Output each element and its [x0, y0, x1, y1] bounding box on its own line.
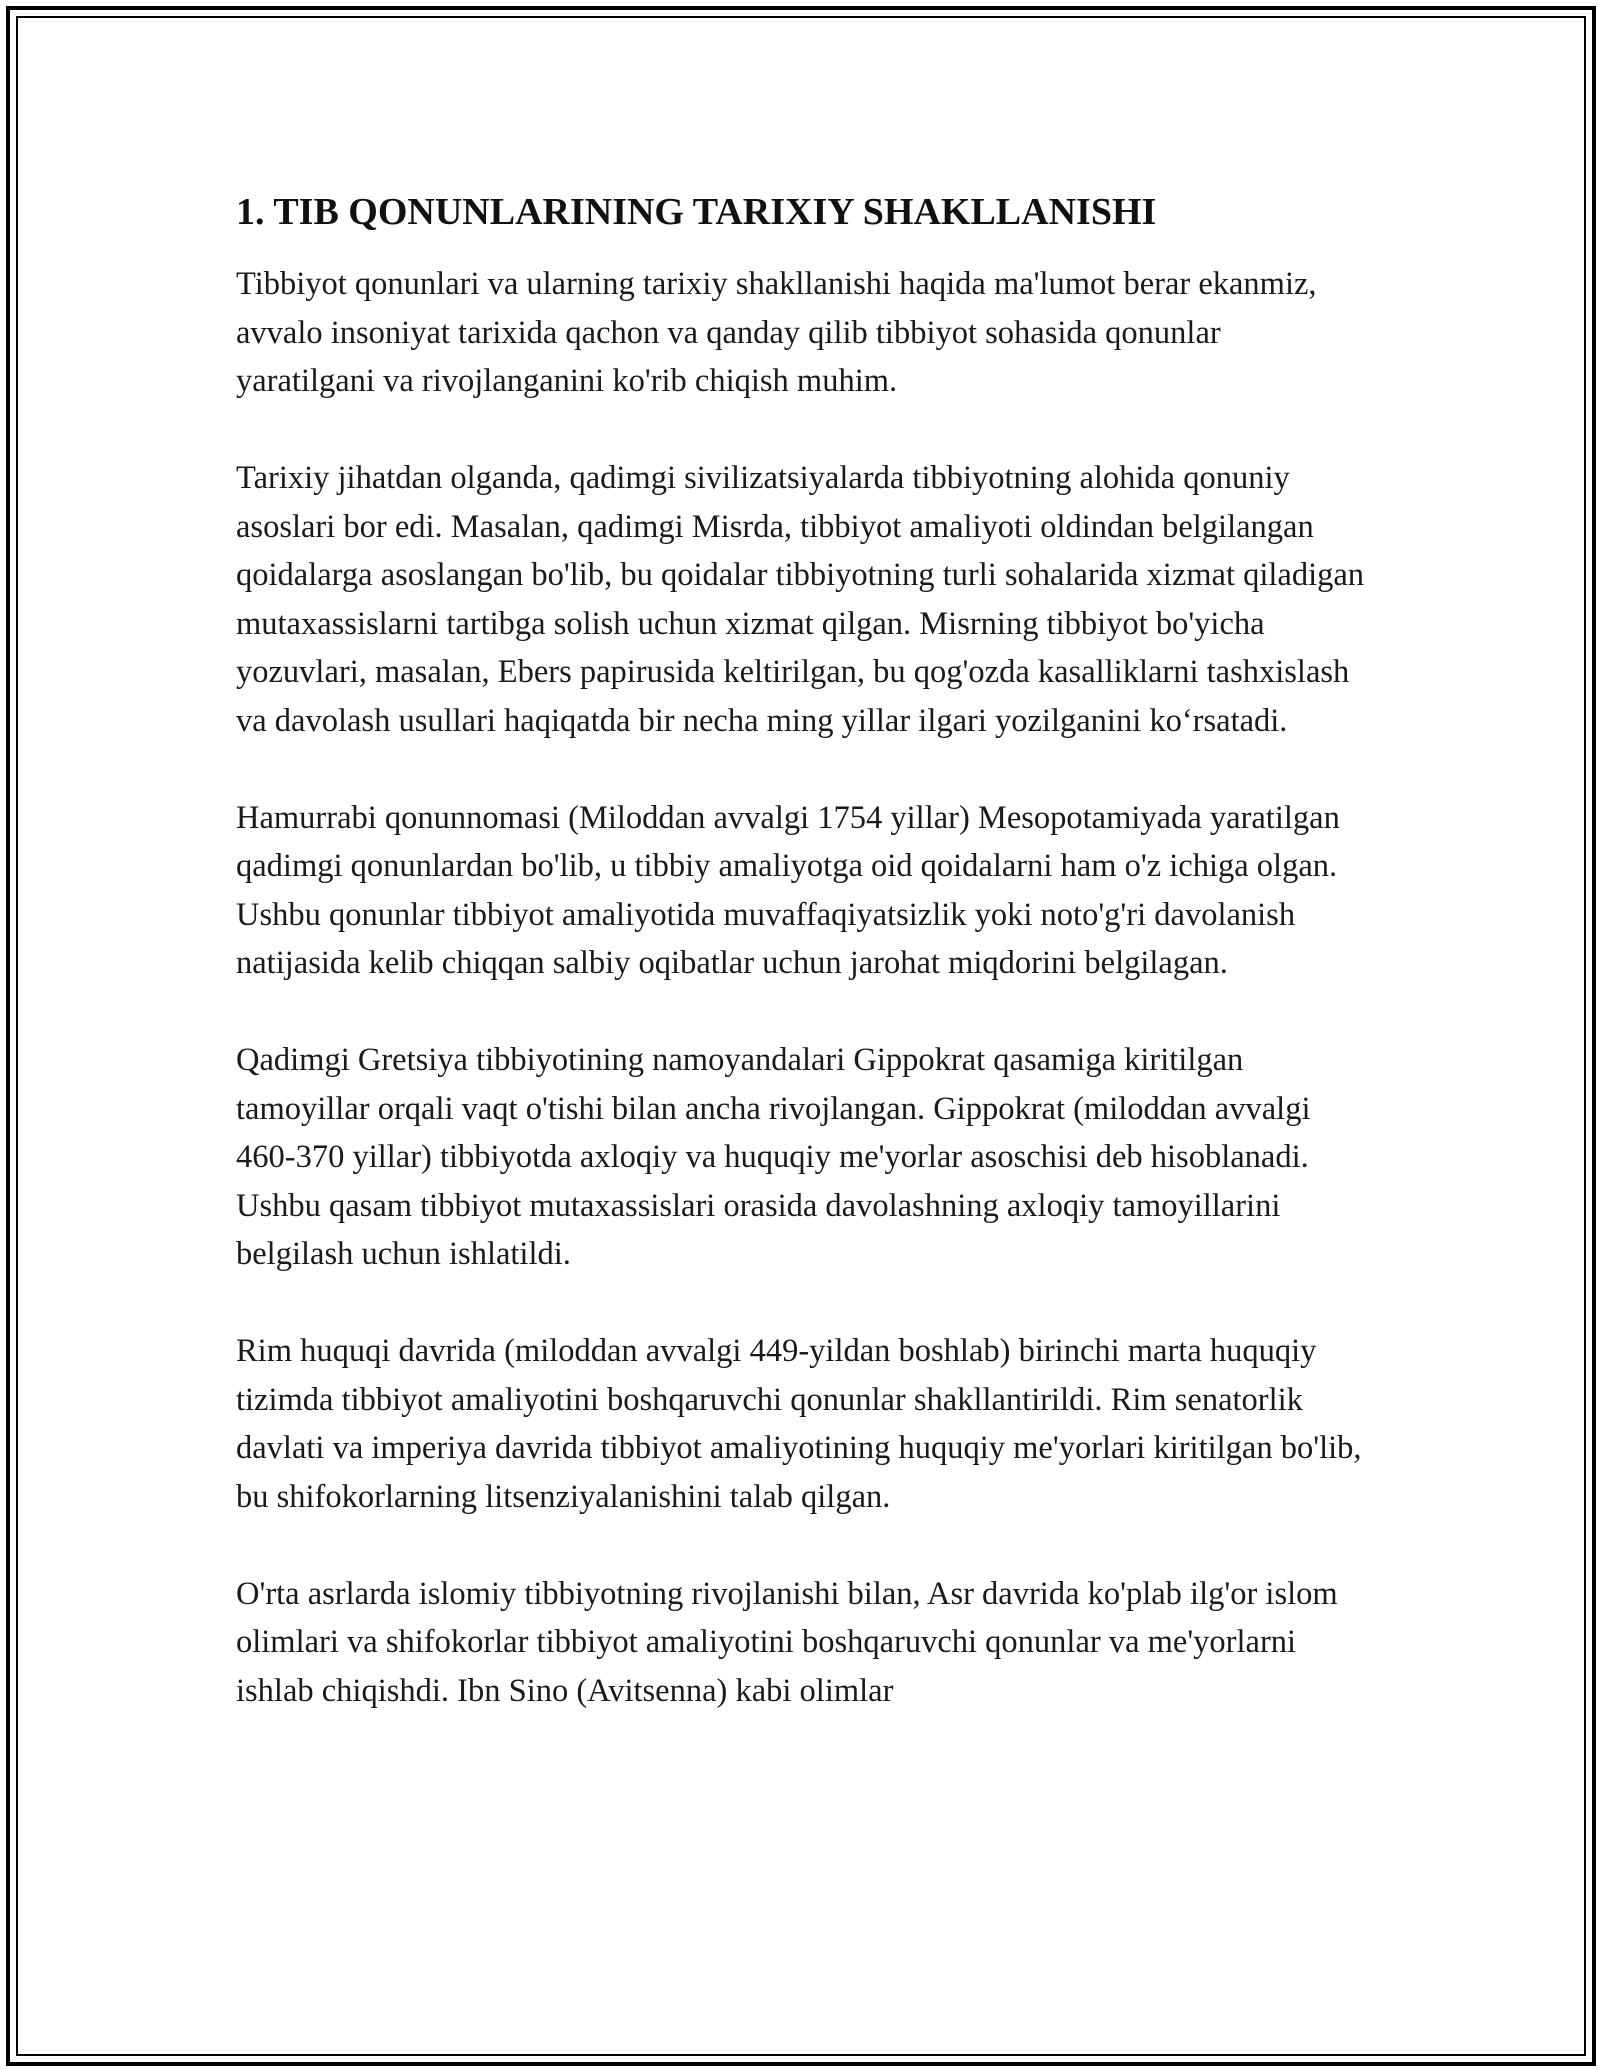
paragraph-ancient-greece: Qadimgi Gretsiya tibbiyotining namoyandalari Gippokrat qasamiga kiritilgan tamoyillar orqali vaqt o'tishi bilan ancha rivojlangan. Gippokrat (miloddan avvalgi 460-370 yillar) tibbiyotda axloqiy va huquqiy me'yorlar asoschisi deb hisoblanadi. Ushbu qasam tibbiyot mutaxassislari orasida davolashning axloqiy tamoyillarini belgilash uchun ishlatildi. — [236, 1042, 1311, 1272]
section-heading: 1. TIB QONUNLARINING TARIXIY SHAKLLANISHI — [236, 191, 1157, 233]
paragraph-roman-law: Rim huquqi davrida (miloddan avvalgi 449-yildan boshlab) birinchi marta huquqiy tizimda tibbiyot amaliyotini boshqaruvchi qonunlar shakllantirildi. Rim senatorlik davlati va imperiya davrida tibbiyot amaliyotining huquqiy me'yorlari kiritilgan bo'lib, bu shifokorlarning litsenziyalanishini talab qilgan. — [236, 1333, 1362, 1515]
paragraph-ancient-egypt: Tarixiy jihatdan olganda, qadimgi sivilizatsiyalarda tibbiyotning alohida qonuniy asoslari bor edi. Masalan, qadimgi Misrda, tibbiyot amaliyoti oldindan belgilangan qoidalarga asoslangan bo'lib, bu qoidalar tibbiyotning turli sohalarida xizmat qiladigan mutaxassislarni tartibga solish uchun xizmat qilgan. Misrning tibbiyot bo'yicha yozuvlari, masalan, Ebers papirusida keltirilgan, bu qog'ozda kasalliklarni tashxislash va davolash usullari haqiqatda bir necha ming yillar ilgari yozilganini ko‘rsatadi. — [236, 460, 1365, 739]
document-body — [236, 188, 1366, 1764]
paragraph-middle-ages: O'rta asrlarda islomiy tibbiyotning rivojlanishi bilan, Asr davrida ko'plab ilg'or islom olimlari va shifokorlar tibbiyot amaliyotini boshqaruvchi qonunlar va me'yorlarni ishlab chiqishdi. Ibn Sino (Avitsenna) kabi olimlar — [236, 1575, 1338, 1709]
paragraph-hammurabi: Hamurrabi qonunnomasi (Miloddan avvalgi 1754 yillar) Mesopotamiyada yaratilgan qadimgi qonunlardan bo'lib, u tibbiy amaliyotga oid qoidalarni ham o'z ichiga olgan. Ushbu qonunlar tibbiyot amaliyotida muvaffaqiyatsizlik yoki noto'g'ri davolanish natijasida kelib chiqqan salbiy oqibatlar uchun jarohat miqdorini belgilagan. — [236, 799, 1340, 981]
paragraph-intro: Tibbiyot qonunlari va ularning tarixiy shakllanishi haqida ma'lumot berar ekanmiz, avvalo insoniyat tarixida qachon va qanday qilib tibbiyot sohasida qonunlar yaratilgani va rivojlanganini ko'rib chiqish muhim. — [236, 266, 1317, 399]
